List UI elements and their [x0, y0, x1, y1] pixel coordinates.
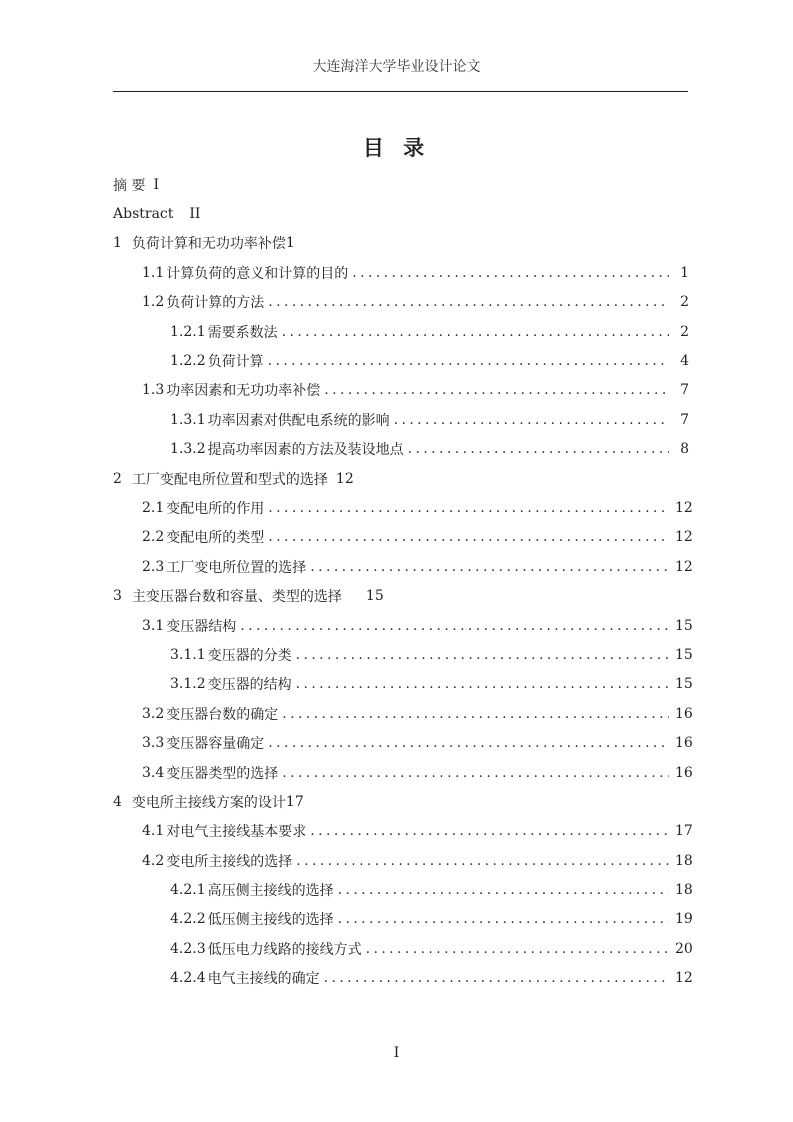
toc-entry-number: 1.2.1 — [170, 323, 206, 340]
toc-entry-1-1[interactable] — [113, 258, 689, 287]
toc-leader-dots — [394, 412, 669, 428]
toc-entry-number: 4.1 — [142, 823, 165, 840]
toc-entry-number: 1 — [113, 235, 122, 252]
toc-entry-number: 3.3 — [142, 735, 165, 752]
toc-entry-page: 12 — [675, 499, 693, 516]
toc-entry-page: 18 — [675, 882, 693, 899]
toc-entry-title: 主变压器台数和容量、类型的选择 — [131, 589, 342, 606]
page-title: 目 录 — [362, 135, 431, 160]
toc-entry-page: 16 — [675, 705, 693, 722]
toc-entry-3-4[interactable] — [113, 758, 693, 787]
toc-entry-number: 1.2.2 — [170, 353, 206, 370]
toc-entry-title: 工厂变电所位置的选择 — [166, 559, 307, 576]
toc-entry-page: 12 — [675, 970, 693, 987]
toc-entry-title: 电气主接线的确定 — [207, 971, 320, 988]
toc-entry-title: 需要系数法 — [207, 324, 278, 341]
toc-entry-page: 17 — [675, 823, 693, 840]
toc-leader-dots — [324, 970, 669, 986]
toc-entry-page: 17 — [285, 793, 304, 810]
toc-entry-title: 变压器的结构 — [207, 677, 292, 694]
toc-entry-number: 4.2.3 — [170, 940, 206, 957]
toc-entry-number: 3.4 — [142, 764, 165, 781]
toc-entry-2-3[interactable] — [113, 552, 693, 581]
toc-entry-page: 20 — [675, 940, 693, 957]
toc-entry-page: 16 — [675, 735, 693, 752]
toc-entry-abstract-cn[interactable] — [113, 170, 689, 199]
toc-entry-chapter-3[interactable] — [113, 581, 689, 610]
toc-entry-number: 1.3.2 — [170, 441, 206, 458]
toc-entry-4-2-2[interactable] — [113, 905, 693, 934]
toc-entry-number: 4 — [113, 793, 122, 810]
toc-leader-dots — [268, 353, 669, 369]
toc-entry-page: 7 — [680, 411, 689, 428]
toc-leader-dots — [296, 647, 669, 663]
toc-entry-3-2[interactable] — [113, 699, 693, 728]
toc-leader-dots — [310, 559, 669, 575]
toc-entry-3-1-1[interactable] — [113, 640, 693, 669]
toc-entry-page: 15 — [675, 646, 693, 663]
toc-leader-dots — [324, 382, 669, 398]
toc-leader-dots — [338, 911, 669, 927]
toc-entry-4-1[interactable] — [113, 817, 693, 846]
toc-leader-dots — [338, 882, 669, 898]
toc-entry-1-2-1[interactable] — [113, 317, 689, 346]
toc-entry-title: 变压器结构 — [166, 618, 237, 635]
toc-entry-title: 提高功率因素的方法及装设地点 — [207, 442, 404, 459]
toc-entry-number: 4.2 — [142, 852, 165, 869]
toc-entry-page: II — [189, 206, 201, 223]
running-header: 大连海洋大学毕业设计论文 — [312, 59, 481, 75]
toc-entry-title: 变配电所的作用 — [166, 500, 265, 517]
toc-entry-chapter-4[interactable] — [113, 787, 689, 816]
toc-entry-1-3[interactable] — [113, 376, 689, 405]
toc-entry-3-1-2[interactable] — [113, 670, 693, 699]
toc-entry-chapter-2[interactable] — [113, 464, 689, 493]
toc-entry-title: Abstract — [113, 206, 174, 223]
toc-entry-title: 变配电所的类型 — [166, 530, 265, 547]
toc-entry-page: I — [153, 176, 159, 193]
toc-entry-page: 12 — [335, 470, 354, 487]
toc-leader-dots — [296, 853, 669, 869]
page-number: I — [393, 1045, 400, 1061]
toc-leader-dots — [268, 500, 669, 516]
toc-entry-abstract-en[interactable] — [113, 199, 689, 228]
toc-entry-page: 4 — [680, 353, 689, 370]
toc-entry-title: 摘 要 — [113, 177, 146, 194]
toc-entry-title: 低压电力线路的接线方式 — [207, 941, 362, 958]
toc-entry-number: 2.1 — [142, 499, 165, 516]
toc-entry-1-2[interactable] — [113, 288, 689, 317]
toc-entry-number: 1.3 — [142, 382, 165, 399]
toc-entry-1-3-1[interactable] — [113, 405, 689, 434]
toc-entry-title: 功率因素和无功功率补偿 — [166, 383, 321, 400]
toc-entry-title: 计算负荷的意义和计算的目的 — [166, 265, 349, 282]
toc-leader-dots — [268, 294, 669, 310]
toc-entry-title: 工厂变配电所位置和型式的选择 — [131, 471, 328, 488]
toc-leader-dots — [282, 706, 669, 722]
toc-entry-1-3-2[interactable] — [113, 435, 689, 464]
toc-entry-number: 2.3 — [142, 558, 165, 575]
toc-entry-title: 变压器台数的确定 — [166, 706, 279, 723]
toc-entry-number: 1.3.1 — [170, 411, 206, 428]
toc-entry-4-2-4[interactable] — [113, 964, 693, 993]
toc-entry-4-2[interactable] — [113, 846, 693, 875]
toc-leader-dots — [268, 529, 669, 545]
toc-entry-3-1[interactable] — [113, 611, 693, 640]
toc-leader-dots — [282, 765, 669, 781]
toc-entry-number: 3.2 — [142, 705, 165, 722]
toc-entry-page: 8 — [680, 441, 689, 458]
toc-entry-page: 2 — [680, 323, 689, 340]
toc-entry-number: 4.2.4 — [170, 970, 206, 987]
toc-entry-4-2-3[interactable] — [113, 934, 693, 963]
toc-entry-title: 变电所主接线的选择 — [166, 853, 293, 870]
toc-entry-page: 1 — [680, 264, 689, 281]
toc-entry-page: 1 — [285, 235, 295, 252]
toc-entry-page: 12 — [675, 529, 693, 546]
toc-entry-title: 高压侧主接线的选择 — [207, 883, 334, 900]
toc-leader-dots — [240, 618, 669, 634]
toc-entry-1-2-2[interactable] — [113, 346, 689, 375]
toc-entry-number: 3.1.1 — [170, 646, 206, 663]
toc-entry-number: 2 — [113, 470, 122, 487]
toc-leader-dots — [408, 441, 669, 457]
toc-entry-4-2-1[interactable] — [113, 875, 693, 904]
toc-entry-number: 1.2 — [142, 294, 165, 311]
toc-entry-number: 3.1.2 — [170, 676, 206, 693]
toc-entry-title: 低压侧主接线的选择 — [207, 912, 334, 929]
toc-entry-page: 15 — [675, 676, 693, 693]
toc-entry-title: 功率因素对供配电系统的影响 — [207, 412, 390, 429]
toc-entry-title: 变压器容量确定 — [166, 736, 265, 753]
toc-entry-page: 15 — [365, 588, 384, 605]
toc-entry-page: 16 — [675, 764, 693, 781]
toc-entry-page: 15 — [675, 617, 693, 634]
toc-entry-page: 19 — [675, 911, 693, 928]
toc-entry-title: 负荷计算 — [207, 354, 264, 371]
table-of-contents — [113, 170, 693, 993]
toc-leader-dots — [282, 324, 669, 340]
toc-entry-number: 2.2 — [142, 529, 165, 546]
toc-entry-2-1[interactable] — [113, 493, 693, 522]
toc-entry-title: 对电气主接线基本要求 — [166, 824, 307, 841]
toc-entry-number: 4.2.2 — [170, 911, 206, 928]
toc-entry-page: 7 — [680, 382, 689, 399]
toc-entry-number: 1.1 — [142, 264, 165, 281]
toc-entry-title: 变电所主接线方案的设计 — [131, 794, 286, 811]
toc-entry-3-3[interactable] — [113, 728, 693, 757]
toc-entry-2-2[interactable] — [113, 523, 693, 552]
toc-leader-dots — [366, 941, 669, 957]
toc-entry-page: 18 — [675, 852, 693, 869]
toc-entry-number: 4.2.1 — [170, 882, 206, 899]
toc-entry-title: 负荷计算的方法 — [166, 295, 265, 312]
toc-leader-dots — [296, 676, 669, 692]
toc-entry-page: 12 — [675, 558, 693, 575]
toc-entry-number: 3.1 — [142, 617, 165, 634]
toc-entry-title: 变压器类型的选择 — [166, 765, 279, 782]
toc-entry-chapter-1[interactable] — [113, 229, 689, 258]
toc-leader-dots — [268, 735, 669, 751]
header-divider — [113, 91, 688, 92]
toc-leader-dots — [310, 823, 669, 839]
toc-entry-title: 负荷计算和无功功率补偿 — [131, 236, 286, 253]
toc-entry-number: 3 — [113, 588, 122, 605]
toc-entry-page: 2 — [680, 294, 689, 311]
toc-leader-dots — [352, 265, 669, 281]
toc-entry-title: 变压器的分类 — [207, 647, 292, 664]
